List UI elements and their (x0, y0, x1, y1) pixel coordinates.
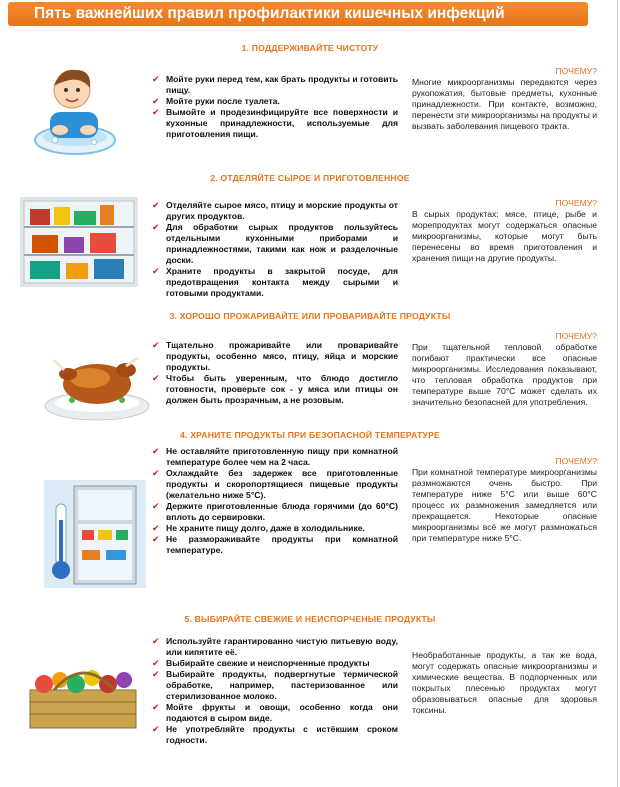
check-icon: ✔ (152, 534, 160, 544)
fresh-produce-basket-photo (24, 660, 142, 732)
rule-item: ✔ Для обработки сырых продуктов пользуйтесь отдельными кухонными приборами и принадлежностями, такими как нож и разделочные доски. (152, 222, 398, 265)
check-icon: ✔ (152, 96, 160, 106)
check-icon: ✔ (152, 200, 160, 210)
rules-list-temperature (152, 446, 398, 556)
rule-item: ✔ Мойте руки после туалета. (152, 96, 280, 106)
rule-item: ✔ Чтобы быть уверенным, что блюдо достигло готовности, проверьте сок - у мяса или птицы он должен быть прозрачным, а не розовым. (152, 373, 398, 405)
rule-item: ✔ Не размораживайте продукты при комнатной температуре. (152, 534, 398, 555)
check-icon: ✔ (152, 468, 160, 478)
check-icon: ✔ (152, 74, 160, 84)
check-icon: ✔ (152, 107, 160, 117)
rule-item: ✔ Не храните пищу долго, даже в холодильнике. (152, 523, 365, 533)
refrigerator-shelves-photo (20, 197, 138, 287)
rule-item: ✔ Не оставляйте приготовленную пищу при комнатной температуре более чем на 2 часа. (152, 446, 398, 467)
rule-item: ✔ Мойте руки перед тем, как брать продукты и готовить пищу. (152, 74, 398, 95)
check-icon: ✔ (152, 446, 160, 456)
why-text: Многие микроорганизмы передаются через рукопожатия, бытовые предметы, кухонные принадлежности. При контакте, возможно, перенести эти микроорганизмы на продукты и вызвать заболевания пищевого тракта. (412, 77, 597, 131)
page-title: Пять важнейших правил профилактики кишечных инфекций (34, 5, 505, 22)
rules-list-separate (152, 200, 398, 299)
check-icon: ✔ (152, 340, 160, 350)
rule-item: ✔ Мойте фрукты и овощи, особенно когда они подаются в сыром виде. (152, 702, 398, 723)
header-banner (8, 2, 588, 26)
page-edge-divider (617, 0, 618, 787)
rule-item: ✔ Вымойте и продезинфицируйте все поверхности и кухонные принадлежности, используемые для приготовления пищи. (152, 107, 398, 139)
check-icon: ✔ (152, 702, 160, 712)
rule-item: ✔ Охлаждайте без задержек все приготовленные продукты и скоропортящиеся пищевые продукты (желательно ниже 5°С). (152, 468, 398, 500)
why-block-fresh (412, 650, 597, 716)
section-title-temperature: 4. ХРАНИТЕ ПРОДУКТЫ ПРИ БЕЗОПАСНОЙ ТЕМПЕРАТУРЕ (180, 430, 440, 440)
why-text: Необработанные продукты, а так же вода, могут содержать опасные микроорганизмы и химические вещества. В подпорченных или покрытых плесенью продуктах могут образовываться опасные для здоровья токсины. (412, 650, 597, 715)
rule-item: ✔ Используйте гарантированно чистую питьевую воду, или кипятите её. (152, 636, 398, 657)
rule-item: ✔ Не употребляйте продукты с истёкшим сроком годности. (152, 724, 398, 745)
why-text: При тщательной тепловой обработке погибают практически все опасные микроорганизмы. Исследования показывают, что тепловая обработка продуктов при температуре выше 70°С может сделать их значительно безопасней для употребления. (412, 342, 597, 407)
check-icon: ✔ (152, 523, 160, 533)
check-icon: ✔ (152, 266, 160, 276)
rule-item: ✔ Храните продукты в закрытой посуде, для предотвращения контакта между сырыми и готовыми продуктами. (152, 266, 398, 298)
section-title-separate: 2. ОТДЕЛЯЙТЕ СЫРОЕ И ПРИГОТОВЛЕННОЕ (210, 173, 410, 183)
why-text: При комнатной температуре микроорганизмы размножаются очень быстро. При температуре ниже 5°С или выше 60°С процесс их размножения замедляется или прекращается. Некоторые опасные микроорганизмы всё же могут размножаться при температуре ниже 5°С. (412, 467, 597, 543)
check-icon: ✔ (152, 222, 160, 232)
why-label: ПОЧЕМУ? (555, 331, 597, 341)
rule-item: ✔ Отделяйте сырое мясо, птицу и морские продукты от других продуктов. (152, 200, 398, 221)
check-icon: ✔ (152, 501, 160, 511)
handwashing-child-illustration (20, 62, 120, 158)
why-block-temperature (412, 456, 597, 544)
page-header (0, 0, 620, 30)
why-label: ПОЧЕМУ? (555, 66, 597, 76)
fridge-thermometer-photo (44, 480, 146, 588)
check-icon: ✔ (152, 658, 160, 668)
rules-list-fresh (152, 636, 398, 746)
rules-list-cook (152, 340, 398, 406)
rule-item: ✔ Держите приготовленные блюда горячими (до 60°С) вплоть до сервировки. (152, 501, 398, 522)
why-text: В сырых продуктах: мясе, птице, рыбе и морепродуктах могут содержаться опасные микроорганизмы, которые могут быть перенесены во время приготовления и хранения пищи на другие продукты. (412, 209, 597, 263)
roast-chicken-photo (42, 340, 152, 422)
section-title-cleanliness: 1. ПОДДЕРЖИВАЙТЕ ЧИСТОТУ (241, 43, 379, 53)
section-title-fresh: 5. ВЫБИРАЙТЕ СВЕЖИЕ И НЕИСПОРЧЕНЫЕ ПРОДУКТЫ (184, 614, 436, 624)
check-icon: ✔ (152, 669, 160, 679)
check-icon: ✔ (152, 373, 160, 383)
rules-list-cleanliness (152, 74, 398, 140)
section-title-cook: 3. ХОРОШО ПРОЖАРИВАЙТЕ ИЛИ ПРОВАРИВАЙТЕ ПРОДУКТЫ (169, 311, 451, 321)
why-label: ПОЧЕМУ? (555, 456, 597, 466)
check-icon: ✔ (152, 724, 160, 734)
check-icon: ✔ (152, 636, 160, 646)
rule-item: ✔ Выбирайте продукты, подвергнутые термической обработке, например, пастеризованное или стерилизованное молоко. (152, 669, 398, 701)
why-label: ПОЧЕМУ? (555, 198, 597, 208)
why-block-separate (412, 198, 597, 264)
why-block-cook (412, 331, 597, 408)
rule-item: ✔ Тщательно прожаривайте или проваривайте продукты, особенно мясо, птицу, яйца и морские продукты. (152, 340, 398, 372)
why-block-cleanliness (412, 66, 597, 132)
rule-item: ✔ Выбирайте свежие и неиспорченные продукты (152, 658, 370, 668)
